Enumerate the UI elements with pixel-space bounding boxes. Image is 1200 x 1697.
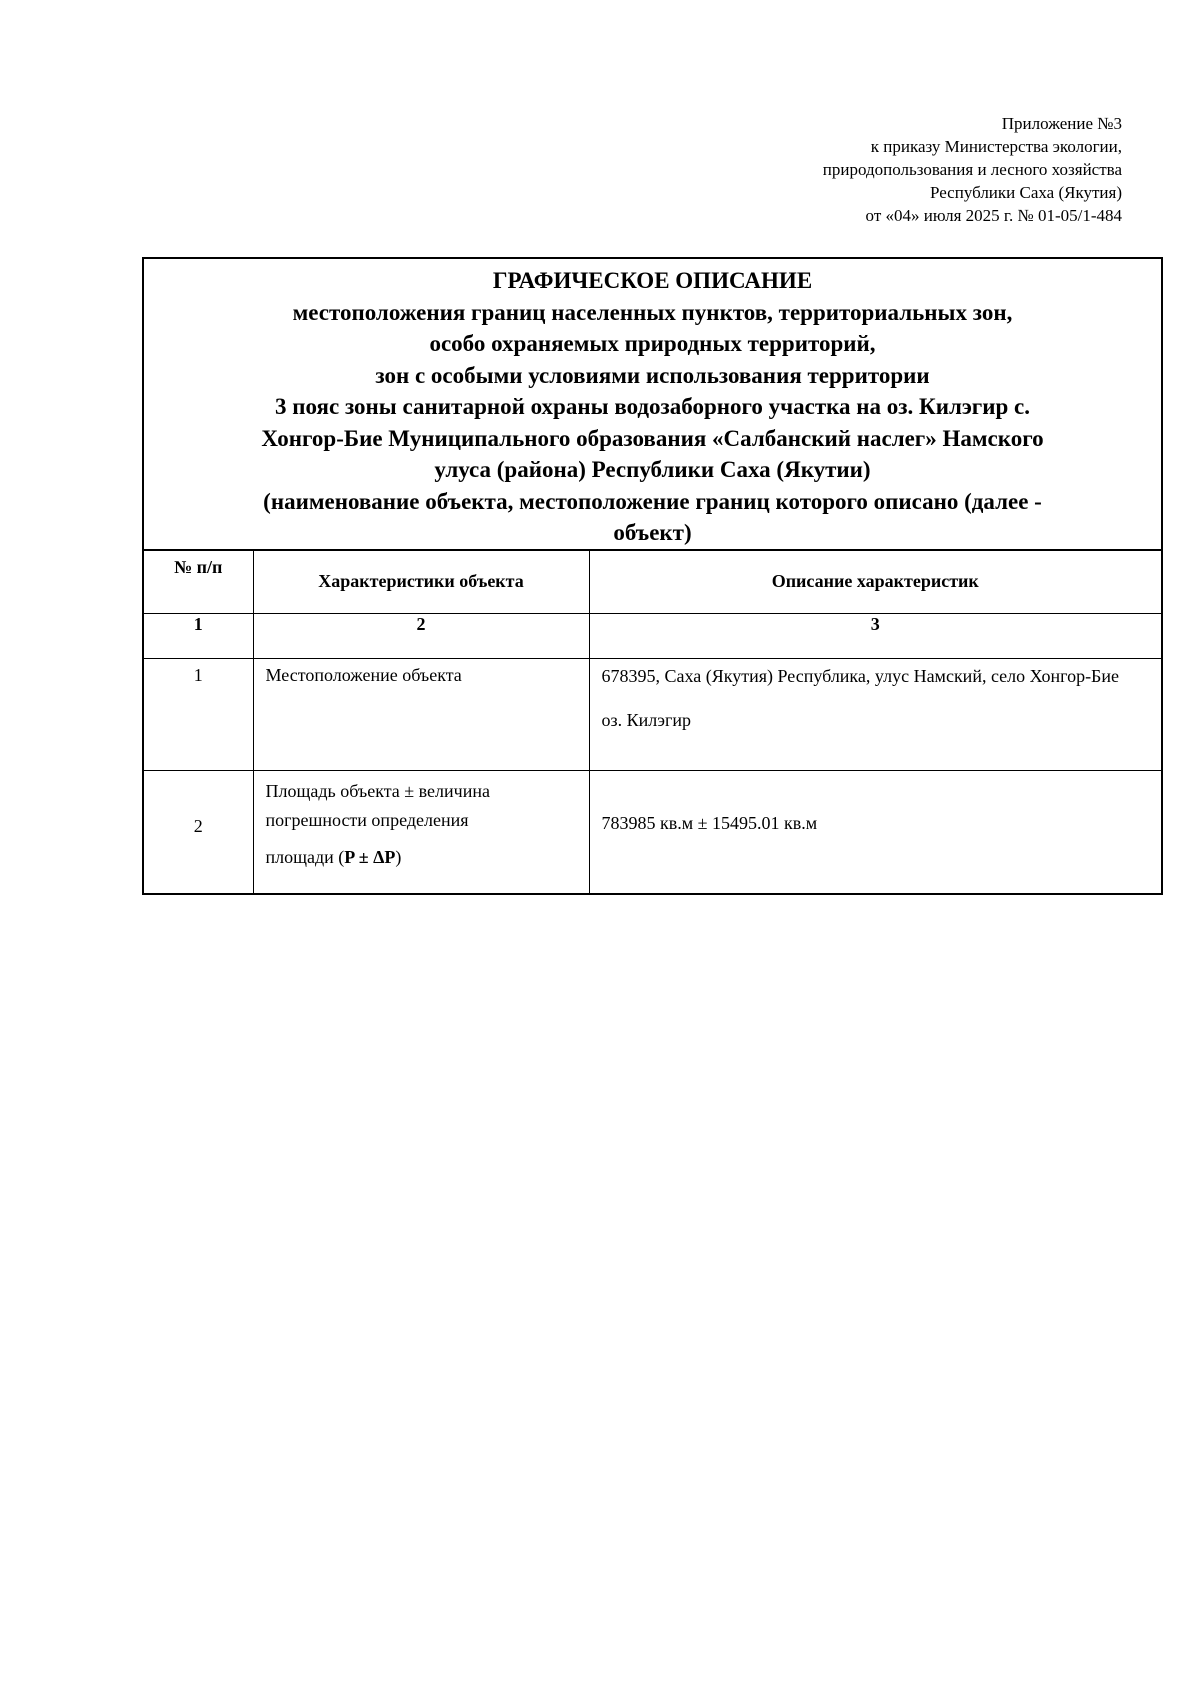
row-description xyxy=(589,659,1161,771)
appendix-line: к приказу Министерства экологии, xyxy=(870,137,1122,156)
row-number: 1 xyxy=(144,659,253,771)
column-number: 1 xyxy=(144,614,253,659)
header-number: № п/п xyxy=(144,550,253,614)
title-line: объект) xyxy=(613,520,692,545)
characteristic-line xyxy=(266,843,577,872)
location-lake: оз. Килэгир xyxy=(601,710,691,730)
title-heading: ГРАФИЧЕСКОЕ ОПИСАНИЕ xyxy=(492,268,813,293)
characteristic-line: погрешности определения xyxy=(265,810,469,830)
characteristic-prefix: площади ( xyxy=(265,847,345,867)
title-line: 3 пояс зоны санитарной охраны водозаборного участка на оз. Килэгир с. xyxy=(274,394,1030,419)
row-characteristic: Местоположение объекта xyxy=(253,659,589,771)
column-numbers-row xyxy=(144,614,1161,659)
title-line: улуса (района) Республики Саха (Якутии) xyxy=(434,457,871,482)
appendix-line: Приложение №3 xyxy=(1001,114,1122,133)
row-characteristic xyxy=(253,771,589,893)
row-number: 2 xyxy=(144,771,253,893)
title-line: Хонгор-Бие Муниципального образования «Салбанский наслег» Намского xyxy=(261,425,1044,451)
header-description: Описание характеристик xyxy=(589,550,1161,614)
title-block xyxy=(144,259,1161,549)
header-characteristic: Характеристики объекта xyxy=(253,550,589,614)
appendix-line: от «04» июля 2025 г. № 01-05/1-484 xyxy=(865,206,1122,225)
characteristic-line: Площадь объекта ± величина xyxy=(265,781,490,801)
title-line: (наименование объекта, местоположение границ которого описано (далее - xyxy=(263,488,1042,514)
characteristics-table xyxy=(144,549,1161,893)
table-row xyxy=(144,659,1161,771)
formula: P ± ΔP xyxy=(344,847,396,867)
column-number: 2 xyxy=(253,614,589,659)
row-description: 783985 кв.м ± 15495.01 кв.м xyxy=(589,771,1161,893)
title-line: зон с особыми условиями использования территории xyxy=(375,362,930,388)
location-address: 678395, Саха (Якутия) Республика, улус Намский, село Хонгор-Бие xyxy=(601,666,1120,686)
title-line: местоположения границ населенных пунктов, территориальных зон, xyxy=(292,299,1013,325)
title-line: особо охраняемых природных территорий, xyxy=(429,331,876,356)
table-header-row xyxy=(144,550,1161,614)
appendix-line: природопользования и лесного хозяйства xyxy=(822,160,1122,179)
appendix-header xyxy=(823,112,1122,227)
characteristic-suffix: ) xyxy=(395,847,402,867)
column-number: 3 xyxy=(589,614,1161,659)
document-frame xyxy=(142,257,1163,895)
table-row xyxy=(144,771,1161,893)
appendix-line: Республики Саха (Якутия) xyxy=(929,183,1122,202)
